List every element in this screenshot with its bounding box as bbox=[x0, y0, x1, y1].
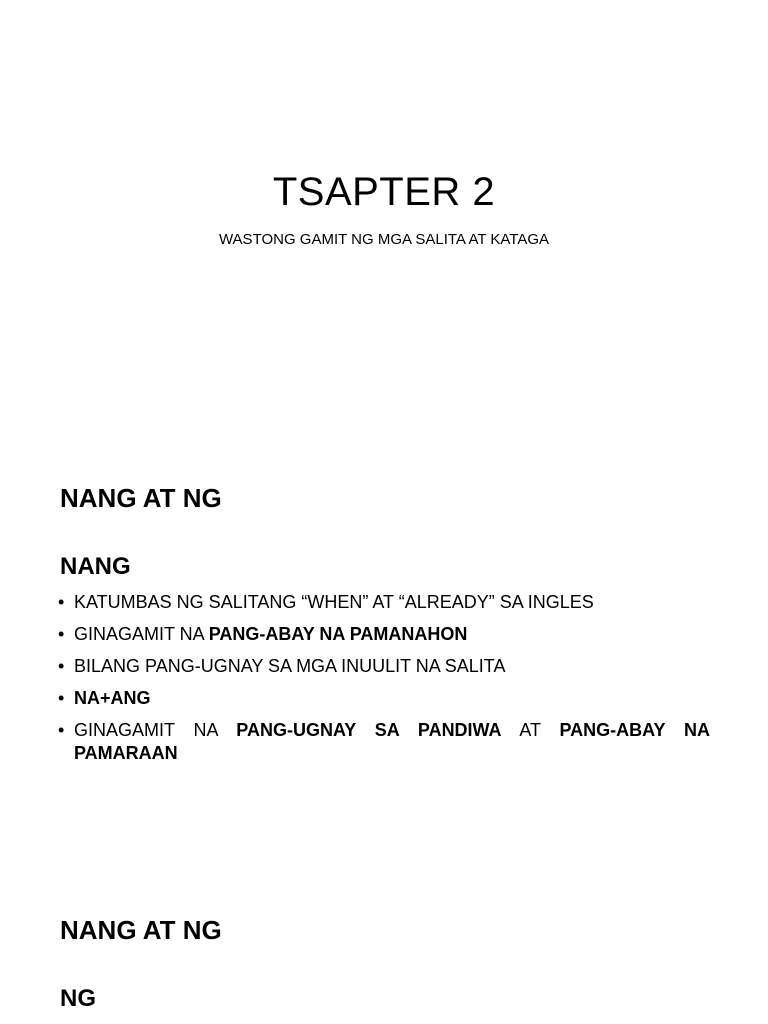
slide-title: TSAPTER 2 bbox=[272, 170, 496, 214]
slide-subtitle: WASTONG GAMIT NG MGA SALITA AT KATAGA bbox=[218, 231, 550, 248]
bullet-text: BILANG PANG-UGNAY SA MGA INUULIT NA SALITA bbox=[74, 656, 506, 676]
title-slide bbox=[0, 0, 768, 432]
bullet-bold-text: PANG-UGNAY SA PANDIWA bbox=[236, 720, 502, 740]
bullet-list bbox=[58, 591, 710, 774]
list-item bbox=[58, 719, 710, 765]
bullet-bold-text: PANG-ABAY NA PAMANAHON bbox=[208, 624, 468, 644]
bullet-icon: • bbox=[58, 592, 65, 612]
bullet-icon: • bbox=[58, 656, 65, 676]
bullet-text: GINAGAMIT NA bbox=[74, 720, 237, 740]
slide-heading: NANG AT NG bbox=[60, 915, 222, 945]
bullet-text: GINAGAMIT NA bbox=[74, 624, 209, 644]
section-heading-ng: NG bbox=[60, 985, 96, 1012]
bullet-icon: • bbox=[58, 688, 65, 708]
list-item bbox=[58, 687, 710, 710]
bullet-text: KATUMBAS NG SALITANG “WHEN” AT “ALREADY” SA INGLES bbox=[74, 592, 594, 612]
content-slide-ng bbox=[0, 864, 768, 1024]
list-item bbox=[58, 591, 710, 614]
bullet-bold-text: NA+ANG bbox=[74, 688, 151, 708]
bullet-icon: • bbox=[58, 624, 65, 644]
content-slide-nang bbox=[0, 432, 768, 864]
list-item bbox=[58, 655, 710, 678]
list-item bbox=[58, 623, 710, 646]
bullet-icon: • bbox=[58, 720, 65, 740]
section-heading-nang: NANG bbox=[60, 553, 131, 580]
bullet-bold-text: PANG-ABAY NA PAMARAAN bbox=[74, 720, 710, 763]
slide-heading: NANG AT NG bbox=[60, 483, 222, 513]
bullet-text: AT bbox=[501, 720, 560, 740]
